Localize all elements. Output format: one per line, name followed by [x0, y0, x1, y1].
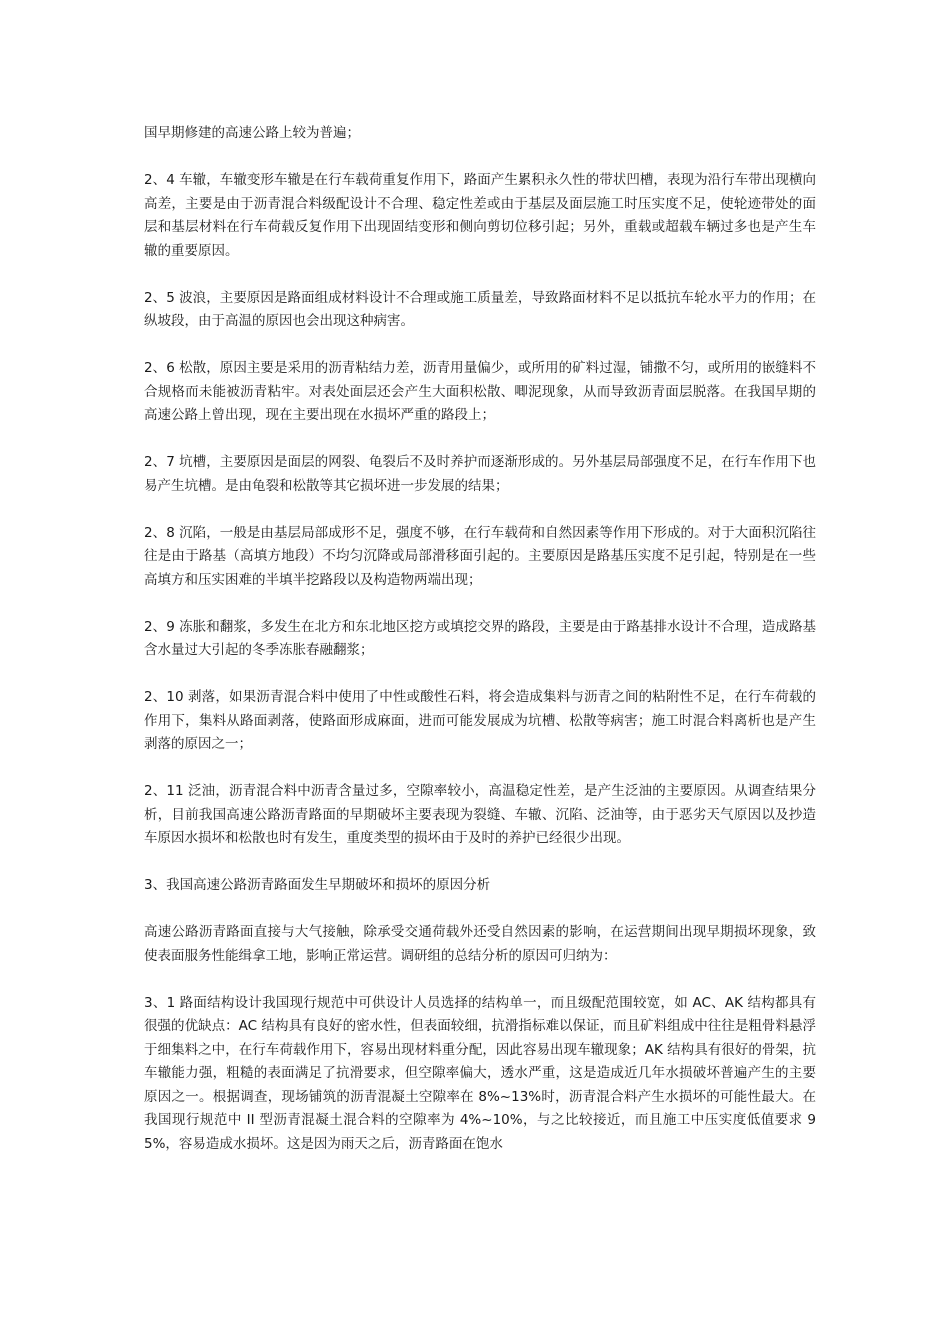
- paragraph-2-4-rutting: 2、4 车辙，车辙变形车辙是在行车载荷重复作用下，路面产生累积永久性的带状凹槽，表现为沿行车带出现横向高差，主要是由于沥青混合料级配设计不合理、稳定性差或由于基层及面层施工时压实度不足，使轮迹带处的面层和基层材料在行车荷载反复作用下出现固结变形和侧向剪切位移引起；另外，重载或超载车辆过多也是产生车辙的重要原因。: [144, 172, 816, 259]
- paragraph-2-8-subsidence: 2、8 沉陷，一般是由基层局部成形不足，强度不够，在行车载荷和自然因素等作用下形成的。对于大面积沉陷往往是由于路基（高填方地段）不均匀沉降或局部滑移面引起的。主要原因是路基压实度不足引起，特别是在一些高填方和压实困难的半填半挖路段以及构造物两端出现；: [144, 524, 816, 588]
- section-heading-3: 3、我国高速公路沥青路面发生早期破坏和损坏的原因分析: [144, 877, 491, 893]
- paragraph-2-5-waves: 2、5 波浪，主要原因是路面组成材料设计不合理或施工质量差，导致路面材料不足以抵抗车轮水平力的作用；在纵坡段，由于高温的原因也会出现这种病害。: [144, 289, 816, 329]
- paragraph-2-10-stripping: 2、10 剥落，如果沥青混合料中使用了中性或酸性石料，将会造成集料与沥青之间的粘附性不足，在行车荷载的作用下，集料从路面剥落，使路面形成麻面，进而可能发展成为坑槽、松散等病害；施工时混合料离析也是产生剥落的原因之一；: [144, 689, 816, 752]
- paragraph-2-7-potholes: 2、7 坑槽，主要原因是面层的网裂、龟裂后不及时养护而逐渐形成的。另外基层局部强度不足，在行车作用下也易产生坑槽。是由龟裂和松散等其它损坏进一步发展的结果；: [144, 454, 816, 494]
- paragraph-2-6-raveling: 2、6 松散，原因主要是采用的沥青粘结力差，沥青用量偏少，或所用的矿料过湿，铺撒不匀，或所用的嵌缝料不合规格而未能被沥青粘牢。对表处面层还会产生大面积松散、唧泥现象，从而导致沥青面层脱落。在我国早期的高速公路上曾出现，现在主要出现在水损坏严重的路段上；: [144, 360, 816, 423]
- paragraph-section-3-intro: 高速公路沥青路面直接与大气接触，除承受交通荷载外还受自然因素的影响，在运营期间出现早期损坏现象，致使表面服务性能缉拿工地，影响正常运营。调研组的总结分析的原因可归纳为：: [144, 924, 816, 964]
- document-body: [144, 122, 816, 1180]
- paragraph-2-11-bleeding: 2、11 泛油，沥青混合料中沥青含量过多，空隙率较小，高温稳定性差，是产生泛油的主要原因。从调查结果分析，目前我国高速公路沥青路面的早期破坏主要表现为裂缝、车辙、沉陷、泛油等，由于恶劣天气原因以及抄造车原因水损坏和松散也时有发生，重度类型的损坏由于及时的养护已经很少出现。: [144, 783, 816, 846]
- paragraph-intro-continuation: 国早期修建的高速公路上较为普遍；: [144, 125, 360, 141]
- paragraph-2-9-frost-heave: 2、9 冻胀和翻浆，多发生在北方和东北地区挖方或填挖交界的路段，主要是由于路基排水设计不合理，造成路基含水量过大引起的冬季冻胀春融翻浆；: [144, 618, 816, 658]
- paragraph-3-1-structure-design: 3、1 路面结构设计我国现行规范中可供设计人员选择的结构单一，而且级配范围较宽，如 AC、AK 结构都具有很强的优缺点：AC 结构具有良好的密水性，但表面较细，抗滑指标难以保证，而且矿料组成中往往是粗骨料悬浮于细集料之中，在行车荷载作用下，容易出现材料重分配，因此容易出现车辙现象；AK 结构具有很好的骨架，抗车辙能力强，粗糙的表面满足了抗滑要求，但空隙率偏大，透水严重，这是造成近几年水损破坏普遍产生的主要原因之一。根据调查，现场铺筑的沥青混凝土空隙率在 8%~13%时，沥青混合料产生水损坏的可能性最大。在我国现行规范中 II 型沥青混凝土混合料的空隙率为 4%~10%，与之比较接近，而且施工中压实度低值要求 95%，容易造成水损坏。这是因为雨天之后，沥青路面在饱水: [144, 994, 816, 1152]
